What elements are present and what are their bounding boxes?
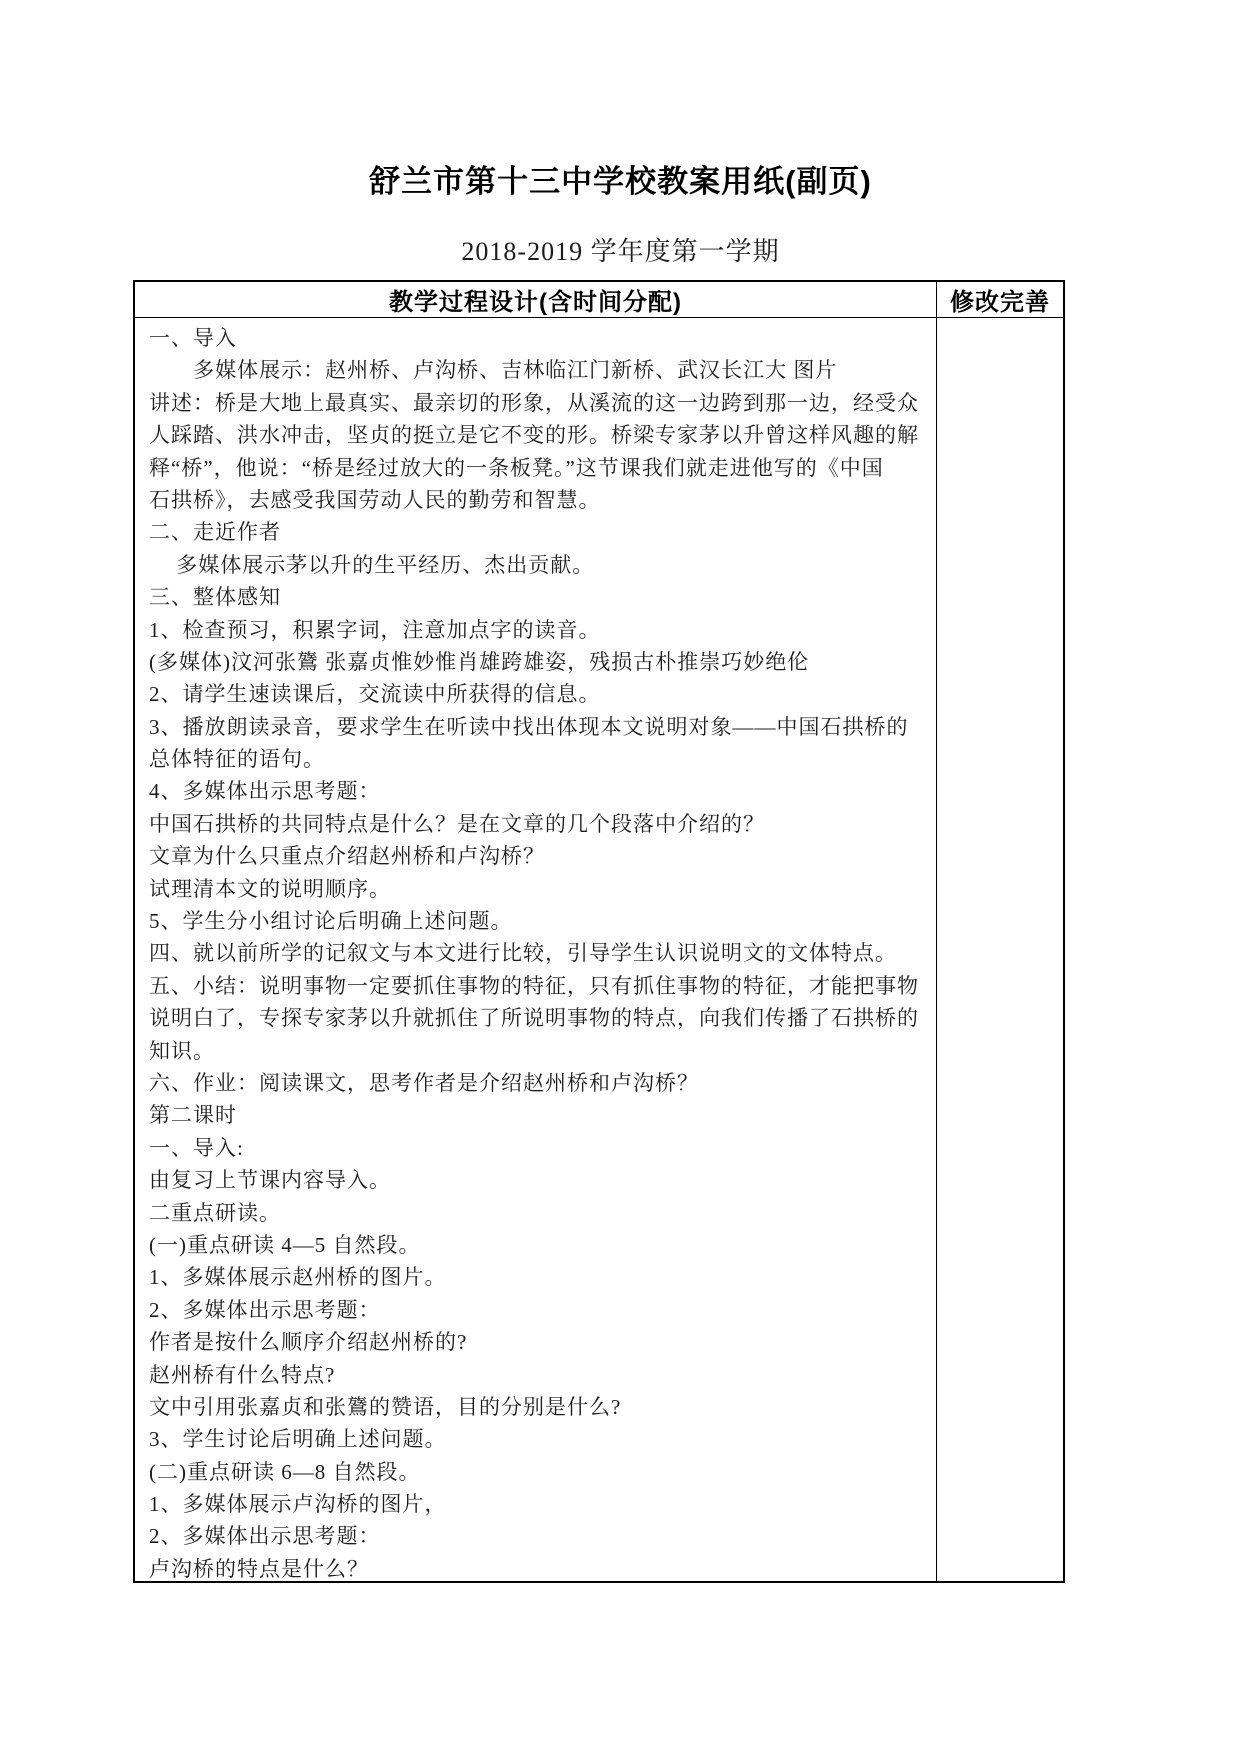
- content-line: 一、导入:: [149, 1135, 244, 1160]
- content-line: (一)重点研读 4—5 自然段。: [149, 1232, 421, 1257]
- revision-cell: [937, 318, 1063, 1581]
- content-line: 多媒体展示：赵州桥、卢沟桥、吉林临江门新桥、武汉长江大 图片: [193, 358, 838, 383]
- content-line: 第二课时: [149, 1103, 237, 1128]
- content-line: 多媒体展示茅以升的生平经历、杰出贡献。: [176, 552, 595, 577]
- lesson-plan-table: [133, 280, 1065, 1583]
- content-line: 3、播放朗读录音，要求学生在听读中找出体现本文说明对象——中国石拱桥的: [149, 714, 909, 739]
- content-line: 2、多媒体出示思考题：: [149, 1297, 381, 1322]
- content-line: 二、走近作者: [149, 520, 281, 545]
- document-title: 舒兰市第十三中学校教案用纸(副页): [369, 164, 872, 199]
- content-line: 说明白了，专探专家茅以升就抓住了所说明事物的特点，向我们传播了石拱桥的: [149, 1006, 919, 1031]
- content-line: 总体特征的语句。: [149, 747, 325, 772]
- content-line: (二)重点研读 6—8 自然段。: [149, 1459, 421, 1484]
- content-line: 1、多媒体展示卢沟桥的图片，: [149, 1492, 447, 1517]
- content-line: 3、学生讨论后明确上述问题。: [149, 1427, 447, 1452]
- content-line: 1、多媒体展示赵州桥的图片。: [149, 1265, 447, 1290]
- content-line: 二重点研读。: [149, 1200, 281, 1225]
- content-line: 六、作业：阅读课文，思考作者是介绍赵州桥和卢沟桥？: [149, 1070, 699, 1095]
- lesson-lines: [149, 322, 934, 1581]
- content-line: 文章为什么只重点介绍赵州桥和卢沟桥？: [149, 844, 545, 869]
- column-header-process-design: 教学过程设计(含时间分配): [135, 282, 937, 318]
- content-line: 卢沟桥的特点是什么？: [149, 1556, 369, 1581]
- content-line: 五、小结：说明事物一定要抓住事物的特征，只有抓住事物的特征，才能把事物: [149, 973, 919, 998]
- content-line: 赵州桥有什么特点?: [149, 1362, 336, 1387]
- content-line: 一、导入: [149, 326, 237, 350]
- content-line: 石拱桥》，去感受我国劳动人民的勤劳和智慧。: [149, 487, 601, 512]
- content-line: 作者是按什么顺序介绍赵州桥的?: [149, 1330, 468, 1355]
- content-line: 释“桥”，他说：“桥是经过放大的一条板凳。”这节课我们就走进他写的《中国: [149, 455, 884, 480]
- content-line: 2、多媒体出示思考题：: [149, 1524, 381, 1549]
- content-line: 三、整体感知: [149, 585, 281, 610]
- content-line: 文中引用张嘉贞和张鷟的赞语，目的分别是什么?: [149, 1394, 622, 1419]
- content-line: 由复习上节课内容导入。: [149, 1168, 391, 1193]
- content-line: 1、检查预习，积累字词，注意加点字的读音。: [149, 617, 601, 642]
- content-line: 人踩踏、洪水冲击，坚贞的挺立是它不变的形。桥梁专家茅以升曾这样风趣的解: [149, 423, 919, 448]
- content-line: 2、请学生速读课后，交流读中所获得的信息。: [149, 682, 601, 707]
- content-line: (多媒体)汶河张鷟 张嘉贞惟妙惟肖雄跨雄姿，残损古朴推崇巧妙绝伦: [149, 649, 810, 674]
- content-line: 试理清本文的说明顺序。: [149, 876, 391, 901]
- content-line: 知识。: [149, 1038, 215, 1063]
- document-subtitle: 2018-2019 学年度第一学期: [461, 237, 780, 266]
- column-header-revision: 修改完善: [937, 282, 1063, 318]
- process-content-cell: [135, 318, 937, 1581]
- content-line: 4、多媒体出示思考题：: [149, 779, 381, 804]
- content-line: 四、就以前所学的记叙文与本文进行比较，引导学生认识说明文的文体特点。: [149, 941, 897, 966]
- content-line: 讲述：桥是大地上最真实、最亲切的形象，从溪流的这一边跨到那一边，经受众: [149, 390, 919, 415]
- content-line: 中国石拱桥的共同特点是什么？是在文章的几个段落中介绍的？: [149, 811, 765, 836]
- content-line: 5、学生分小组讨论后明确上述问题。: [149, 909, 513, 934]
